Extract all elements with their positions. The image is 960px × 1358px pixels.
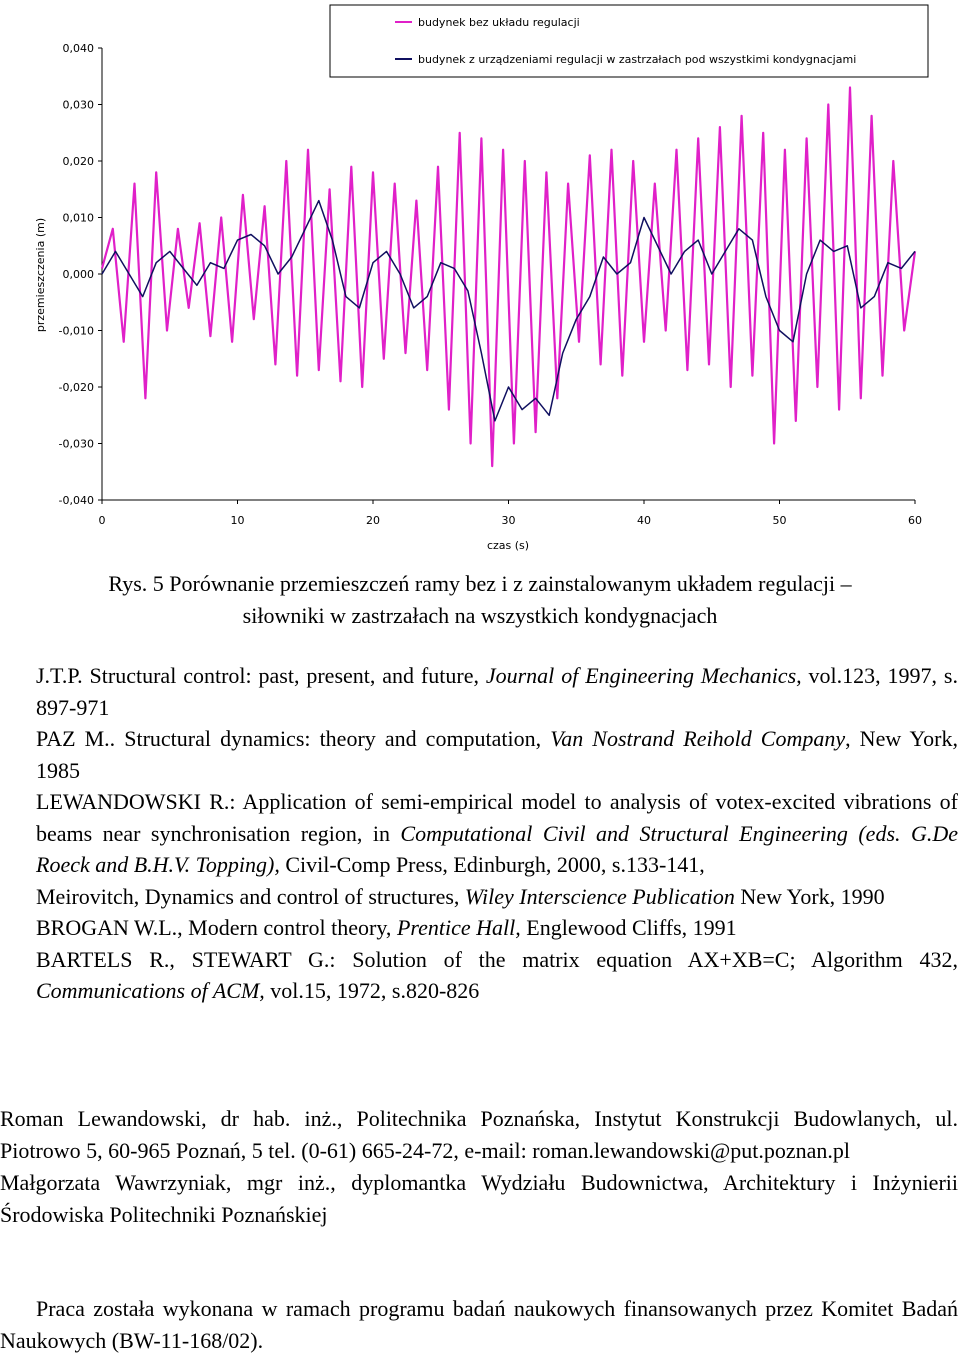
- x-tick-label: 40: [637, 514, 651, 527]
- ref-text: Englewood Cliffs, 1991: [520, 915, 737, 940]
- y-tick-label: 0,020: [62, 155, 94, 168]
- funding-note: [0, 1293, 958, 1357]
- caption-line-2: siłowniki w zastrzałach na wszystkich kondygnacjach: [242, 603, 718, 628]
- ref-text: Civil-Comp Press, Edinburgh, 2000, s.133-141,: [279, 852, 705, 877]
- x-tick-label: 20: [366, 514, 380, 527]
- y-tick-label: -0,020: [58, 381, 94, 394]
- displacement-chart: [0, 0, 960, 560]
- ref-source: Communications of ACM,: [36, 978, 265, 1003]
- ref-text: New York, 1990: [734, 883, 885, 909]
- x-tick-label: 0: [98, 514, 106, 527]
- plot-area: [30, 40, 930, 520]
- author-1: Roman Lewandowski, dr hab. inż., Politechnika Poznańska, Instytut Konstrukcji Budowlanych, ul. Piotrowo 5, 60-965 Poznań, 5 tel. (0-61) 665-24-72, e-mail: roman.lewandowski@put.poznan.pl: [0, 1106, 958, 1163]
- ref-text: LEWANDOWSKI R.: Application of semi-empirical model to analysis of votex-excited vibrations of beams near synchronisation region, in: [36, 789, 958, 846]
- legend-label-controlled: budynek z urządzeniami regulacji w zastrzałach pod wszystkimi kondygnacjami: [418, 53, 857, 66]
- caption-line-1: Rys. 5 Porównanie przemieszczeń ramy bez i z zainstalowanym układem regulacji –: [108, 571, 852, 596]
- ref-source: Van Nostrand Reihold Company: [550, 726, 846, 751]
- reference-5: [0, 912, 958, 944]
- ref-source: Computational Civil and Structural Engineering (eds. G.De Roeck and B.H.V. Topping),: [36, 820, 958, 877]
- ref-text: PAZ M.. Structural dynamics: theory and computation,: [36, 726, 551, 751]
- legend-label-uncontrolled: budynek bez układu regulacji: [418, 16, 580, 29]
- ref-text: vol.123, 1997, s. 897-971: [36, 663, 958, 720]
- x-axis-label: czas (s): [486, 539, 530, 552]
- ref-number: [0, 912, 36, 944]
- x-tick-label: 60: [908, 514, 922, 527]
- y-tick-label: 0,010: [62, 211, 94, 225]
- reference-4: [0, 881, 958, 913]
- figure: [0, 0, 960, 560]
- ref-text: BROGAN W.L., Modern control theory,: [36, 915, 397, 940]
- y-tick-label: 0,000: [62, 268, 94, 281]
- x-tick-label: 50: [772, 514, 787, 527]
- ref-source: Prentice Hall,: [396, 915, 521, 940]
- ref-text: J.T.P. Structural control: past, present, and future,: [36, 663, 486, 688]
- ref-text: Meirovitch, Dynamics and control of structures,: [36, 883, 465, 909]
- reference-3: [0, 786, 958, 881]
- ref-text: BARTELS R., STEWART G.: Solution of the matrix equation AX+XB=C; Algorithm 432,: [36, 946, 958, 972]
- x-tick-label: 10: [230, 514, 245, 527]
- author-2: Małgorzata Wawrzyniak, mgr inż., dyplomantka Wydziału Budownictwa, Architektury i Inżynierii Środowiska Politechniki Poznańskiej: [0, 1170, 958, 1227]
- author-info: [0, 1103, 958, 1231]
- x-tick-label: 30: [501, 514, 516, 527]
- y-tick-label: -0,010: [58, 324, 94, 338]
- ref-text: , New York, 1985: [36, 726, 958, 783]
- ref-text: vol.15, 1972, s.820-826: [264, 978, 480, 1003]
- y-tick-label: -0,030: [58, 437, 94, 451]
- figure-caption: [0, 568, 960, 632]
- reference-1-continuation: [0, 660, 958, 723]
- ref-number: [0, 723, 36, 755]
- legend: [330, 5, 928, 77]
- y-axis-label: przemieszczenia (m): [34, 217, 47, 333]
- ref-source: Wiley Interscience Publication: [464, 883, 735, 909]
- references-list: [0, 660, 958, 1007]
- y-tick-label: -0,040: [58, 494, 94, 507]
- funding-text: Praca została wykonana w ramach programu badań naukowych finansowanych przez Komitet Badań Naukowych (BW-11-168/02).: [0, 1296, 958, 1353]
- ref-number: [0, 944, 36, 976]
- ref-number: [0, 786, 36, 818]
- y-tick-label: 0,030: [62, 98, 94, 112]
- y-tick-label: 0,040: [62, 42, 94, 55]
- ref-number: [0, 881, 36, 913]
- reference-6: [0, 944, 958, 1007]
- reference-2: [0, 723, 958, 786]
- ref-source: Journal of Engineering Mechanics,: [485, 663, 802, 688]
